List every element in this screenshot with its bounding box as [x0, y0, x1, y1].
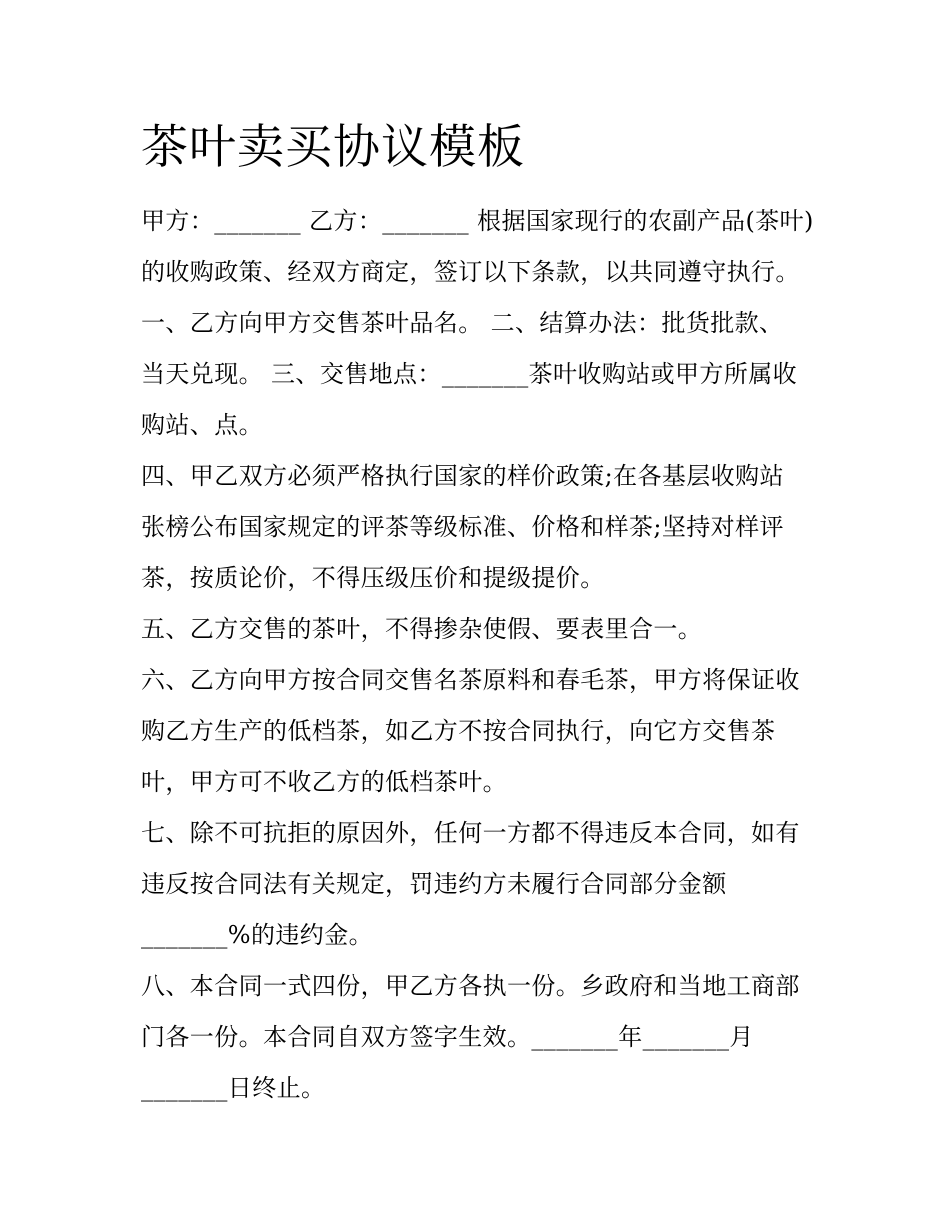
body-line: 六、乙方向甲方按合同交售名茶原料和春毛茶，甲方将保证收	[141, 666, 800, 694]
body-line: 七、除不可抗拒的原因外，任何一方都不得违反本合同，如有	[141, 819, 800, 847]
document-title: 茶叶卖买协议模板	[141, 120, 525, 175]
body-line: 的收购政策、经双方商定，签订以下条款，以共同遵守执行。	[141, 258, 800, 286]
body-line: 甲方：_______ 乙方：_______ 根据国家现行的农副产品(茶叶)	[141, 207, 814, 235]
body-line: 张榜公布国家规定的评茶等级标准、价格和样茶;坚持对样评	[141, 513, 784, 541]
body-line: 违反按合同法有关规定，罚违约方未履行合同部分金额	[141, 870, 727, 898]
body-line: _______日终止。	[141, 1074, 326, 1102]
body-line: 购乙方生产的低档茶，如乙方不按合同执行，向它方交售茶	[141, 717, 776, 745]
body-line: 茶，按质论价，不得压级压价和提级提价。	[141, 564, 605, 592]
body-line: 门各一份。本合同自双方签字生效。_______年_______月	[141, 1023, 754, 1051]
body-line: 八、本合同一式四份，甲乙方各执一份。乡政府和当地工商部	[141, 972, 800, 1000]
body-line: 五、乙方交售的茶叶，不得掺杂使假、要表里合一。	[141, 615, 703, 643]
body-line: 四、甲乙双方必须严格执行国家的样价政策;在各基层收购站	[141, 462, 784, 490]
body-line: _______%的违约金。	[141, 921, 374, 949]
body-line: 当天兑现。 三、交售地点：_______茶叶收购站或甲方所属收	[141, 360, 798, 388]
body-line: 购站、点。	[141, 411, 263, 439]
body-line: 一、乙方向甲方交售茶叶品名。 二、结算办法：批货批款、	[141, 309, 784, 337]
document-body	[141, 196, 821, 1114]
body-line: 叶，甲方可不收乙方的低档茶叶。	[141, 768, 507, 796]
